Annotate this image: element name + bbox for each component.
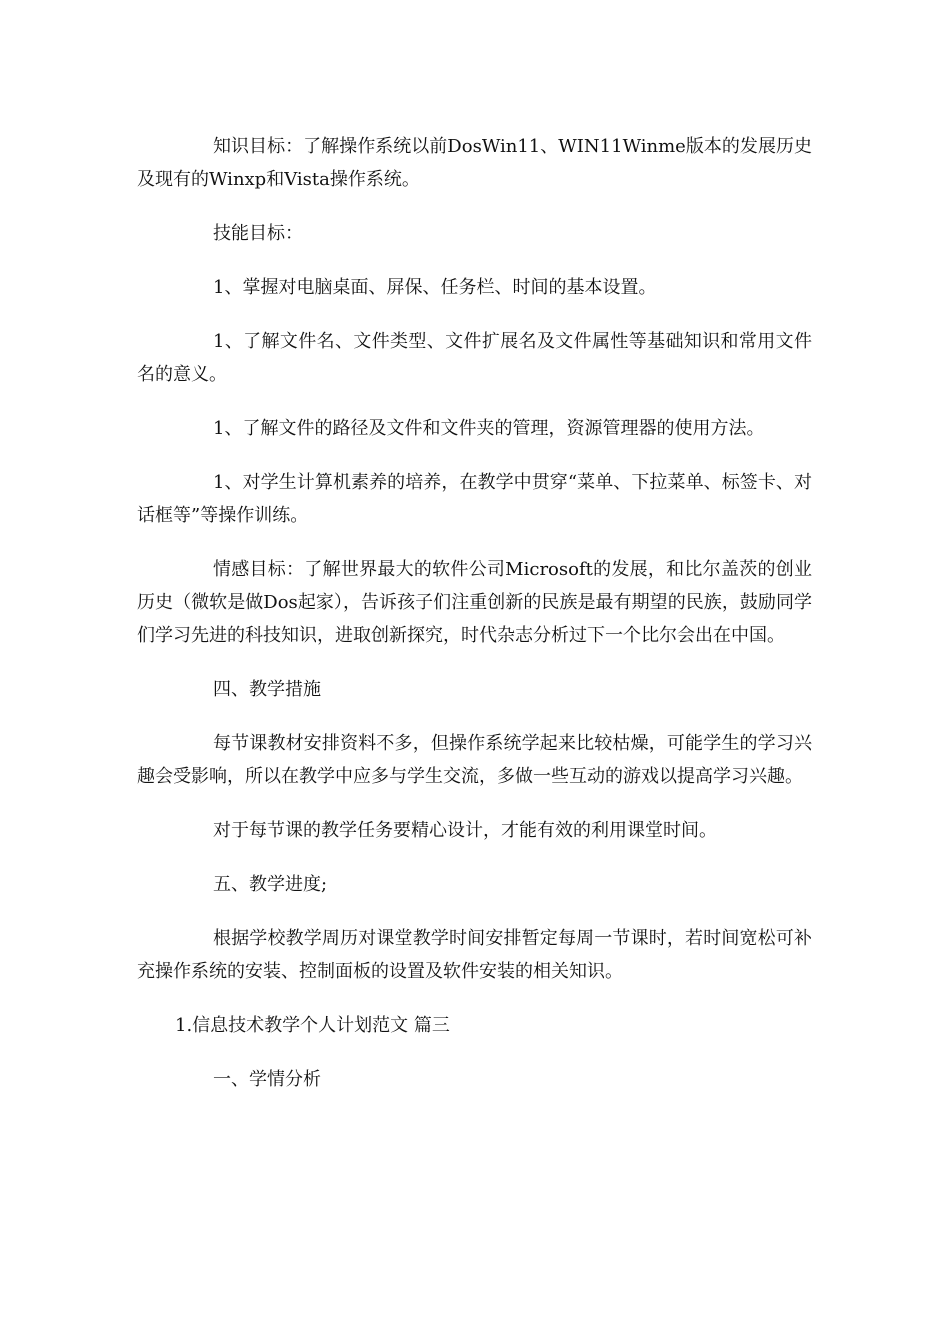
paragraph-knowledge-goal: 知识目标：了解操作系统以前DosWin11、WIN11Winme版本的发展历史及现有的Winxp和Vista操作系统。 [137,136,812,190]
paragraph-measures-1: 每节课教材安排资料不多，但操作系统学起来比较枯燥，可能学生的学习兴趣会受影响，所以在教学中应多与学生交流，多做一些互动的游戏以提高学习兴趣。 [137,733,812,787]
paragraph-skill-item: 1、了解文件名、文件类型、文件扩展名及文件属性等基础知识和常用文件名的意义。 [137,331,812,385]
paragraph-progress: 根据学校教学周历对课堂教学时间安排暂定每周一节课时，若时间宽松可补充操作系统的安装、控制面板的设置及软件安装的相关知识。 [137,928,812,982]
section-heading-progress: 五、教学进度; [213,874,328,895]
section-heading-measures: 四、教学措施 [213,679,321,700]
article-title: 1.信息技术教学个人计划范文 篇三 [175,1015,450,1036]
paragraph-emotion-goal: 情感目标：了解世界最大的软件公司Microsoft的发展，和比尔盖茨的创业历史（微软是做Dos起家），告诉孩子们注重创新的民族是最有期望的民族，鼓励同学们学习先进的科技知识，进取创新探究，时代杂志分析过下一个比尔会出在中国。 [137,559,812,646]
paragraph-skill-goal-heading: 技能目标： [213,223,303,244]
document-page [137,130,812,1117]
section-heading-student-analysis: 一、学情分析 [213,1069,321,1090]
paragraph-skill-item: 1、对学生计算机素养的培养，在教学中贯穿“菜单、下拉菜单、标签卡、对话框等”等操作训练。 [137,472,812,526]
paragraph-measures-2: 对于每节课的教学任务要精心设计，才能有效的利用课堂时间。 [213,820,717,841]
paragraph-skill-item: 1、掌握对电脑桌面、屏保、任务栏、时间的基本设置。 [213,277,657,298]
paragraph-skill-item: 1、了解文件的路径及文件和文件夹的管理，资源管理器的使用方法。 [213,418,765,439]
